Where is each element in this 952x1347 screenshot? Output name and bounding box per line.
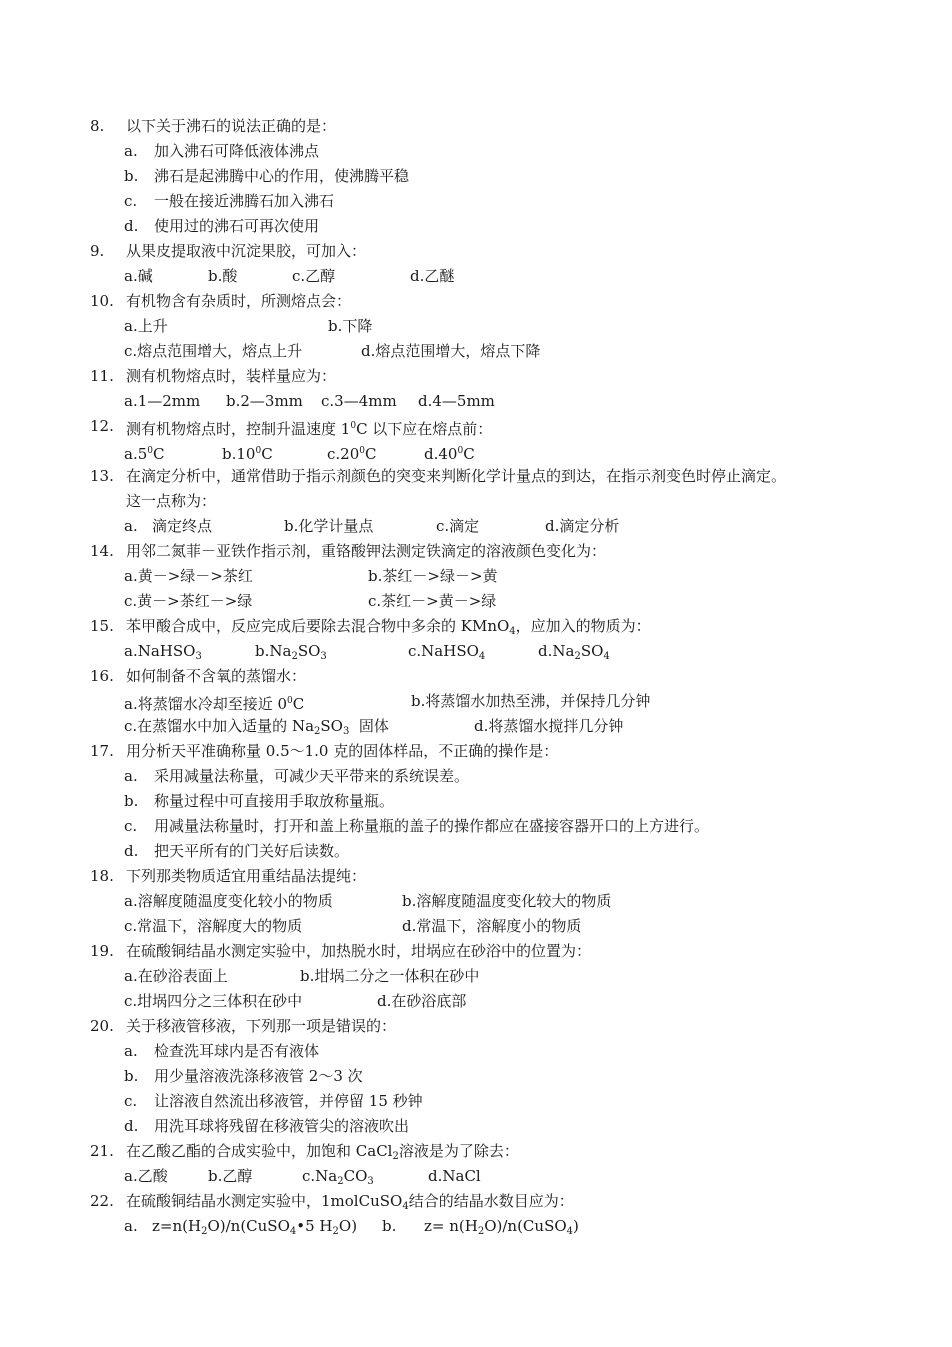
option-text: 使用过的沸石可再次使用 <box>154 217 320 235</box>
option-text: c.乙醇 <box>292 267 336 285</box>
question-number: 14. <box>90 542 114 560</box>
option-text: d.将蒸馏水搅拌几分钟 <box>474 717 624 735</box>
option-text: 检查洗耳球内是否有液体 <box>154 1042 320 1060</box>
option-text: a.溶解度随温度变化较小的物质 <box>124 892 333 910</box>
option-text: d.4—5mm <box>418 392 495 410</box>
option-text: a.将蒸馏水冷却至接近 $0^0C$ <box>124 695 305 713</box>
question-text: 如何制备不含氧的蒸馏水： <box>126 667 307 685</box>
option-text: d.常温下，溶解度小的物质 <box>402 917 582 935</box>
option-label: c. <box>124 1092 138 1110</box>
option-text: a.1—2mm <box>124 392 201 410</box>
exam-page: 8. 以下关于沸石的说法正确的是： a. 加入沸石可降低液体沸点 b. 沸石是起沸腾中心的作用，使沸腾平稳 c. 一般在接近沸腾石加入沸石 d. 使用过的沸石可再次使用 9. 从果皮提取液中沉淀果胶，可加入： a.碱 b.酸 c.乙醇 d.乙醚 10. 有机物含有杂质时，所测熔点会： a.上升 b.下降 c.熔点范围增大，熔点上升 d.熔点范围增大，熔点下降 11. 测有机物熔点时，装样量应为： a.1—2mm b.2—3mm c.3—4mm d.4—5mm 12. 测有机物熔点时，控制升温速度 $1^0C$ 以下应在熔点前： $a.5^0C$ $b.10^0C$ $c.20^0C$ $d.40^0C$ 13. 在滴定分析中，通常借助于指示剂颜色的突变来判断化学计量点的到达，在指示剂变色时停止滴定。 这一点称为： a. 滴定终点 b.化学计量点 c.滴定 d.滴定分析 14. 用邻二氮菲－亚铁作指示剂，重铬酸钾法测定铁滴定的溶液颜色变化为： a.黄－>绿－>茶红 b.茶红－>绿－>黄 c.黄－>茶红－>绿 c.茶红－>黄－>绿 15. 苯甲酸合成中，反应完成后要除去混合物中多余的 KMnO$_4$，应加入的物质为： a.NaHSO$_3$ $b.Na_2SO_3$ c.NaHSO$_4$ $d.Na_2SO_4$ 16. 如何制备不含氧的蒸馏水： a.将蒸馏水冷却至接近 $0^0C$ b.将蒸馏水加热至沸，并保持几分钟 c.在蒸馏水中加入适量的 $Na_2SO_3$ 固体 d.将蒸馏水搅拌几分钟 17. 用分析天平准确称量 0.5～1.0 克的固体样品，不正确的操作是： a. 采用减量法称量，可减少天平带来的系统误差。 b. 称量过程中可直接用手取放称量瓶。 c. 用减量法称量时，打开和盖上称量瓶的盖子的操作都应在盛接容器开口的上方进行。 d. 把天平所有的门关好后读数。 18. 下列那类物质适宜用重结晶法提纯： a.溶解度随温度变化较小的物质 b.溶解度随温度变化较大的物质 c.常温下，溶解度大的物质 d.常温下，溶解度小的物质 19. 在硫酸铜结晶水测定实验中，加热脱水时，坩埚应在砂浴中的位置为： a.在砂浴表面上 b.坩埚二分之一体积在砂中 c.坩埚四分之三体积在砂中 d.在砂浴底部 20. 关于移液管移液，下列那一项是错误的： a. 检查洗耳球内是否有液体 b. 用少量溶液洗涤移液管 2～3 次 c. 让溶液自然流出移液管，并停留 15 秒钟 d. 用洗耳球将残留在移液管尖的溶液吹出 21. 在乙酸乙酯的合成实验中，加饱和 CaCl$_2$溶液是为了除去： a.乙酸 b.乙醇 $c.Na_2CO_3$ d.NaCl 22. 在硫酸铜结晶水测定实验中，1molCuSO$_4$结合的结晶水数目应为： a. $z=n(H_2O)/n(CuSO_4•5$ $H_2O$) b. $z= n(H_2O)/n(CuSO_4)$ <box>0 0 952 1347</box>
question-text: 下列那类物质适宜用重结晶法提纯： <box>126 867 367 885</box>
option-text: 用少量溶液洗涤移液管 2～3 次 <box>154 1067 363 1085</box>
option-text: $a.5^0C$ <box>124 445 165 463</box>
option-text: 用减量法称量时，打开和盖上称量瓶的盖子的操作都应在盛接容器开口的上方进行。 <box>154 817 710 835</box>
question-text: 有机物含有杂质时，所测熔点会： <box>126 292 352 310</box>
question-number: 17. <box>90 742 114 760</box>
option-text: c.坩埚四分之三体积在砂中 <box>124 992 303 1010</box>
question-number: 20. <box>90 1017 114 1035</box>
option-text: b.茶红－>绿－>黄 <box>368 567 498 585</box>
option-text: c.滴定 <box>436 517 480 535</box>
question-number: 10. <box>90 292 114 310</box>
option-label: a. <box>124 767 138 785</box>
option-label: d. <box>124 842 139 860</box>
option-text: 沸石是起沸腾中心的作用，使沸腾平稳 <box>154 167 410 185</box>
option-text: c.常温下，溶解度大的物质 <box>124 917 303 935</box>
option-text: b.酸 <box>208 267 238 285</box>
option-label: a. <box>124 1042 138 1060</box>
question-text: 在硫酸铜结晶水测定实验中，加热脱水时，坩埚应在砂浴中的位置为： <box>126 942 592 960</box>
question-text: 测有机物熔点时，装样量应为： <box>126 367 337 385</box>
option-text: d.NaCl <box>428 1167 481 1185</box>
option-text: c.黄－>茶红－>绿 <box>124 592 253 610</box>
option-text: $z=n(H_2O)/n(CuSO_4•5$ $H_2O$) <box>152 1217 358 1237</box>
option-text: 加入沸石可降低液体沸点 <box>154 142 320 160</box>
question-number: 9. <box>90 242 105 260</box>
question-text: 在滴定分析中，通常借助于指示剂颜色的突变来判断化学计量点的到达，在指示剂变色时停止滴定。 <box>126 467 787 485</box>
option-text: $b.Na_2SO_3$ <box>255 642 327 662</box>
option-text: c.茶红－>黄－>绿 <box>368 592 497 610</box>
option-label: d. <box>124 217 139 235</box>
option-text: a.NaHSO$_3$ <box>124 642 202 662</box>
question-text: 用分析天平准确称量 0.5～1.0 克的固体样品，不正确的操作是： <box>126 742 559 760</box>
option-label: a. <box>124 142 138 160</box>
option-text: $z= n(H_2O)/n(CuSO_4)$ <box>424 1217 579 1237</box>
option-text: a.在砂浴表面上 <box>124 967 228 985</box>
option-label: b. <box>124 167 139 185</box>
option-text: d.熔点范围增大，熔点下降 <box>361 342 541 360</box>
option-text: 滴定终点 <box>152 517 213 535</box>
option-label: c. <box>124 192 138 210</box>
option-text: 把天平所有的门关好后读数。 <box>154 842 350 860</box>
option-text: b.将蒸馏水加热至沸，并保持几分钟 <box>411 692 651 710</box>
question-number: 19. <box>90 942 114 960</box>
option-text: 称量过程中可直接用手取放称量瓶。 <box>154 792 395 810</box>
question-number: 12. <box>90 417 114 435</box>
question-number: 21. <box>90 1142 114 1160</box>
option-text: c.NaHSO$_4$ <box>408 642 486 662</box>
option-label: b. <box>382 1217 397 1235</box>
option-text: c.熔点范围增大，熔点上升 <box>124 342 303 360</box>
question-number: 11. <box>90 367 114 385</box>
option-text: d.滴定分析 <box>545 517 620 535</box>
option-label: a. <box>124 517 138 535</box>
option-text: a.碱 <box>124 267 153 285</box>
question-text: 测有机物熔点时，控制升温速度 $1^0C$ 以下应在熔点前： <box>126 420 493 438</box>
question-number: 15. <box>90 617 114 635</box>
question-text: 用邻二氮菲－亚铁作指示剂，重铬酸钾法测定铁滴定的溶液颜色变化为： <box>126 542 607 560</box>
question-text: 关于移液管移液，下列那一项是错误的： <box>126 1017 397 1035</box>
question-text: 在乙酸乙酯的合成实验中，加饱和 CaCl$_2$溶液是为了除去： <box>126 1142 519 1162</box>
option-text: a.上升 <box>124 317 168 335</box>
option-text: $c.Na_2CO_3$ <box>302 1167 374 1187</box>
option-text: b.2—3mm <box>226 392 303 410</box>
option-text: a.乙酸 <box>124 1167 168 1185</box>
option-text: $c.20^0C$ <box>327 445 377 463</box>
question-number: 16. <box>90 667 114 685</box>
option-text: b.下降 <box>328 317 373 335</box>
option-text: 用洗耳球将残留在移液管尖的溶液吹出 <box>154 1117 410 1135</box>
option-text: d.在砂浴底部 <box>377 992 467 1010</box>
option-text: b.溶解度随温度变化较大的物质 <box>402 892 612 910</box>
option-label: c. <box>124 817 138 835</box>
option-text: b.化学计量点 <box>284 517 374 535</box>
option-text: 一般在接近沸腾石加入沸石 <box>154 192 335 210</box>
question-text: 以下关于沸石的说法正确的是： <box>126 117 337 135</box>
option-label: b. <box>124 1067 139 1085</box>
question-text: 从果皮提取液中沉淀果胶，可加入： <box>126 242 367 260</box>
option-label: a. <box>124 1217 138 1235</box>
option-text: 采用减量法称量，可减少天平带来的系统误差。 <box>154 767 470 785</box>
option-text: d.乙醚 <box>410 267 455 285</box>
option-text: 让溶液自然流出移液管，并停留 15 秒钟 <box>154 1092 423 1110</box>
option-text: c.3—4mm <box>321 392 397 410</box>
option-text: a.黄－>绿－>茶红 <box>124 567 253 585</box>
option-text: $d.40^0C$ <box>424 445 475 463</box>
option-text: $d.Na_2SO_4$ <box>538 642 610 662</box>
question-text: 苯甲酸合成中，反应完成后要除去混合物中多余的 KMnO$_4$，应加入的物质为： <box>126 617 651 637</box>
question-number: 22. <box>90 1192 114 1210</box>
question-number: 8. <box>90 117 105 135</box>
question-text: 在硫酸铜结晶水测定实验中，1molCuSO$_4$结合的结晶水数目应为： <box>126 1192 574 1212</box>
option-label: d. <box>124 1117 139 1135</box>
option-label: b. <box>124 792 139 810</box>
option-text: b.乙醇 <box>208 1167 253 1185</box>
question-number: 18. <box>90 867 114 885</box>
option-text: b.坩埚二分之一体积在砂中 <box>300 967 480 985</box>
option-text: c.在蒸馏水中加入适量的 $Na_2SO_3$ 固体 <box>124 717 389 737</box>
option-text: $b.10^0C$ <box>222 445 273 463</box>
question-number: 13. <box>90 467 114 485</box>
